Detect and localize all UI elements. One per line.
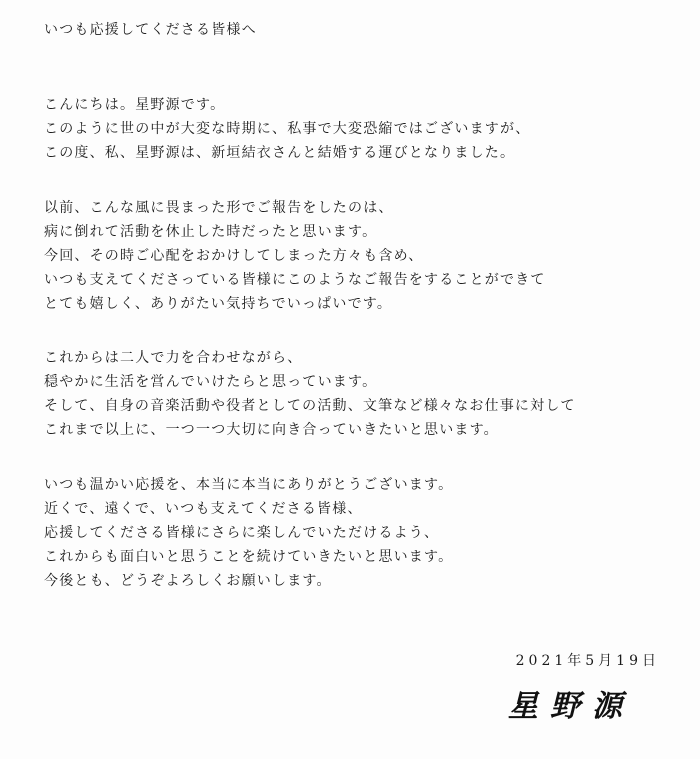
paragraph-line: 病に倒れて活動を休止した時だったと思います。 (44, 224, 378, 240)
paragraph-line: これからも面白いと思うことを続けていきたいと思います。 (44, 549, 454, 565)
paragraph-line: 応援してくださる皆様にさらに楽しんでいただけるよう、 (44, 525, 440, 541)
letter-salutation: いつも応援してくださる皆様へ (44, 22, 257, 38)
paragraph-line: こんにちは。星野源です。 (44, 97, 226, 113)
paragraph-line: いつも温かい応援を、本当に本当にありがとうございます。 (44, 477, 454, 493)
handwritten-signature: 星野源 (508, 689, 634, 724)
paragraph-3 (44, 346, 576, 442)
paragraph-line: これまで以上に、一つ一つ大切に向き合っていきたいと思います。 (44, 422, 499, 438)
paragraph-line: とても嬉しく、ありがたい気持ちでいっぱいです。 (44, 296, 393, 312)
paragraph-line: これからは二人で力を合わせながら、 (44, 350, 303, 366)
paragraph-1 (44, 93, 530, 165)
paragraph-line: 今後とも、どうぞよろしくお願いします。 (44, 573, 332, 589)
paragraph-line: このように世の中が大変な時期に、私事で大変恐縮ではございますが、 (44, 121, 531, 137)
letter-date: 2021年5月19日 (515, 653, 660, 669)
paragraph-line: いつも支えてくださっている皆様にこのようなご報告をすることができて (44, 272, 546, 288)
paragraph-line: そして、自身の音楽活動や役者としての活動、文筆など様々なお仕事に対して (44, 398, 576, 414)
paragraph-line: 穏やかに生活を営んでいけたらと思っています。 (44, 374, 378, 390)
paragraph-line: この度、私、星野源は、新垣結衣さんと結婚する運びとなりました。 (44, 145, 516, 161)
paragraph-line: 以前、こんな風に畏まった形でご報告をしたのは、 (44, 200, 394, 216)
paragraph-line: 近くで、遠くで、いつも支えてくださる皆様、 (44, 501, 363, 517)
paragraph-2 (44, 196, 546, 316)
paragraph-line: 今回、その時ご心配をおかけしてしまった方々も含め、 (44, 248, 424, 264)
paragraph-4 (44, 473, 453, 593)
